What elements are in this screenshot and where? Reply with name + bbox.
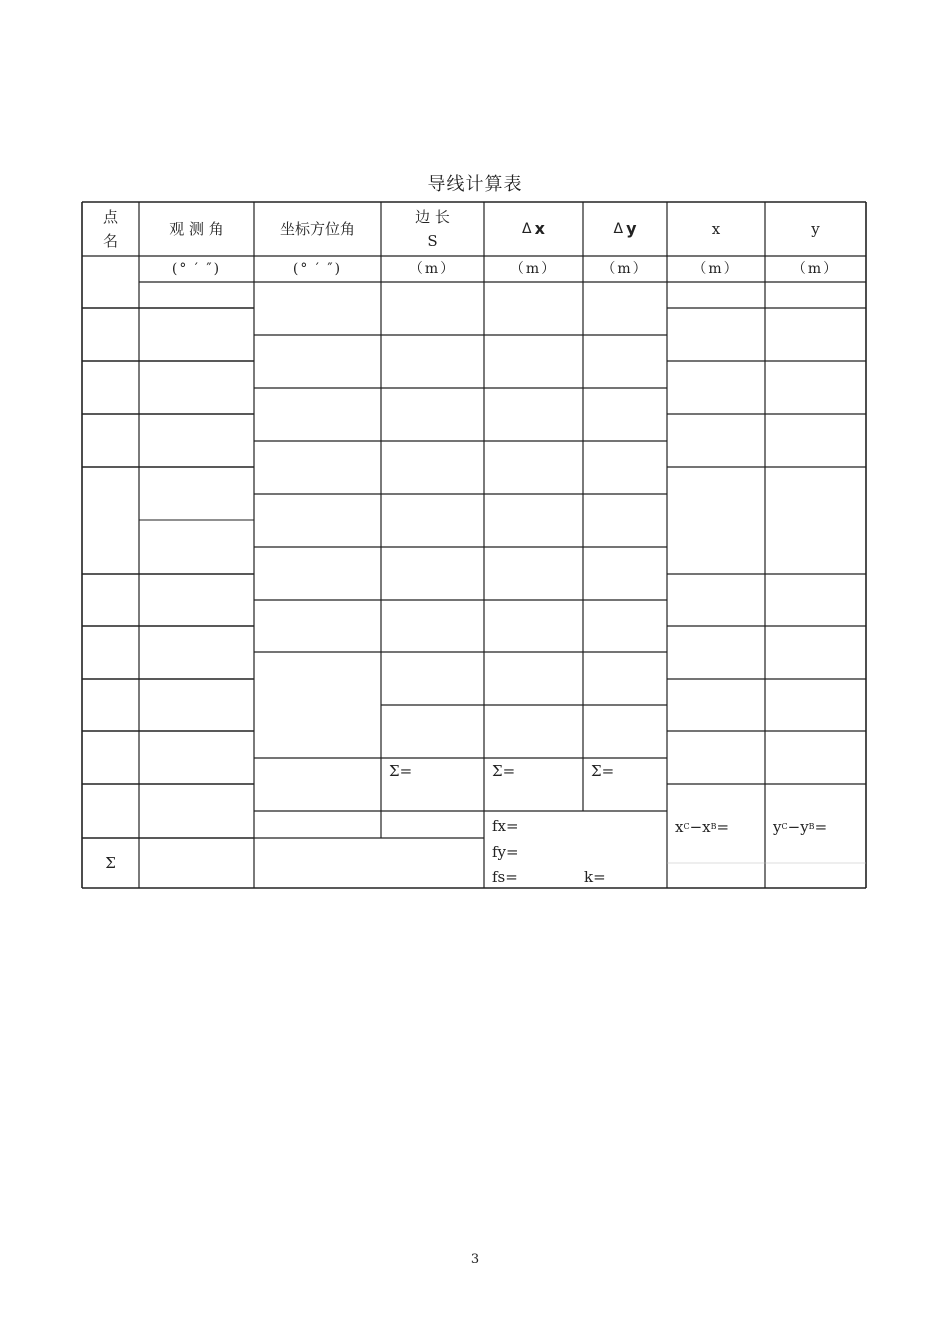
- unit-x: （m）: [692, 261, 740, 277]
- sum-dx: Σ=: [492, 762, 516, 780]
- header-delta-y: Δ y: [613, 219, 637, 238]
- unit-azimuth: (° ′ ″): [292, 261, 343, 277]
- unit-dy: （m）: [601, 261, 649, 277]
- closure-fs: fs=: [492, 867, 518, 886]
- closure-fy: fy=: [492, 843, 519, 861]
- page-number: 3: [470, 1252, 480, 1267]
- header-point-name: 点 名: [102, 208, 118, 250]
- unit-dx: （m）: [509, 261, 558, 277]
- header-y: y: [811, 220, 820, 238]
- sum-sigma-label: Σ: [105, 854, 116, 872]
- unit-y: （m）: [791, 261, 840, 277]
- header-side-length: 边 长 S: [415, 208, 450, 250]
- header-x: x: [711, 220, 721, 238]
- closure-k: k=: [584, 867, 606, 886]
- closure-fx: fx=: [492, 817, 519, 835]
- table-title: 导线计算表: [427, 174, 523, 195]
- closure-yc-minus-yb: y C − y B =: [773, 818, 828, 836]
- unit-length: （m）: [408, 261, 457, 277]
- sum-dy: Σ=: [591, 762, 615, 780]
- header-observed-angle: 观 测 角: [169, 220, 224, 238]
- header-delta-x: Δ x: [522, 219, 545, 238]
- closure-xc-minus-xb: x C − x B =: [675, 818, 730, 836]
- unit-angle: (° ′ ″): [171, 261, 222, 277]
- header-azimuth: 坐标方位角: [279, 220, 355, 238]
- sum-s: Σ=: [389, 762, 413, 780]
